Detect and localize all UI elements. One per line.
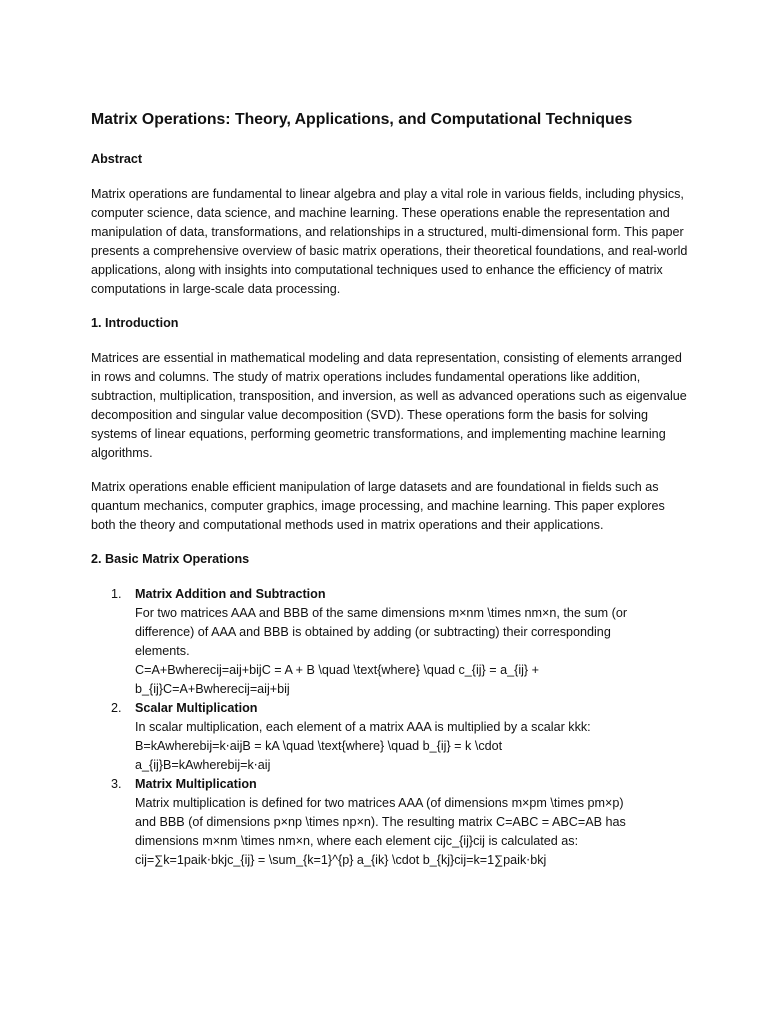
list-item-formula: B=kAwherebij=k⋅aijB = kA \quad \text{where} \quad b_{ij} = k \cdot — [135, 739, 503, 753]
document-title: Matrix Operations: Theory, Applications, and Computational Techniques — [91, 111, 633, 128]
list-item-line: elements. — [135, 644, 190, 658]
list-item-number: 2. — [111, 701, 122, 715]
list-item-line: For two matrices AAA and BBB of the same dimensions m×nm \times nm×n, the sum (or — [135, 606, 628, 620]
list-item-number: 3. — [111, 777, 122, 791]
list-item-formula: b_{ij}C=A+Bwherecij=aij+bij — [135, 682, 290, 696]
list-item-number: 1. — [111, 587, 122, 601]
list-item-title: Matrix Addition and Subtraction — [135, 587, 326, 601]
list-item-title: Scalar Multiplication — [135, 701, 258, 715]
abstract-heading: Abstract — [91, 152, 143, 166]
basic-operations-heading: 2. Basic Matrix Operations — [91, 552, 250, 566]
list-item-line: In scalar multiplication, each element of a matrix AAA is multiplied by a scalar kkk: — [135, 720, 591, 734]
list-item-line: dimensions m×nm \times nm×n, where each element cijc_{ij}cij is calculated as: — [135, 834, 579, 848]
basic-operations-list — [91, 585, 691, 870]
list-item-title: Matrix Multiplication — [135, 777, 257, 791]
list-item-formula: C=A+Bwherecij=aij+bijC = A + B \quad \text{where} \quad c_{ij} = a_{ij} + — [135, 663, 539, 677]
list-item — [91, 585, 691, 699]
list-item-line: Matrix multiplication is defined for two matrices AAA (of dimensions m×pm \times pm×p) — [135, 796, 624, 810]
introduction-paragraph: Matrix operations enable efficient manipulation of large datasets and are foundational in fields such as quantum mechanics, computer graphics, image processing, and machine learning. This paper explores both the theory and computational methods used in matrix operations and their applications. — [91, 480, 665, 532]
introduction-heading: 1. Introduction — [91, 316, 179, 330]
list-item-formula: a_{ij}B=kAwherebij=k⋅aij — [135, 758, 271, 772]
document-content — [91, 110, 691, 870]
list-item-line: difference) of AAA and BBB is obtained by adding (or subtracting) their corresponding — [135, 625, 611, 639]
abstract-body: Matrix operations are fundamental to linear algebra and play a vital role in various fields, including physics, computer science, data science, and machine learning. These operations enable the representation and manipulation of data, transformations, and relationships in a structured, multi-dimensional form. This paper presents a comprehensive overview of basic matrix operations, their theoretical foundations, and real-world applications, along with insights into computational techniques used to enhance the efficiency of matrix computations in large-scale data processing. — [91, 187, 688, 296]
list-item-line: and BBB (of dimensions p×np \times np×n). The resulting matrix C=ABC = ABC=AB has — [135, 815, 626, 829]
list-item — [91, 699, 691, 775]
introduction-paragraph: Matrices are essential in mathematical modeling and data representation, consisting of elements arranged in rows and columns. The study of matrix operations includes fundamental operations like addition, subtraction, multiplication, transposition, and inversion, as well as advanced operations such as eigenvalue decomposition and singular value decomposition (SVD). These operations form the basis for solving systems of linear equations, performing geometric transformations, and implementing machine learning algorithms. — [91, 351, 687, 460]
list-item-formula: cij=∑k=1paik⋅bkjc_{ij} = \sum_{k=1}^{p} a_{ik} \cdot b_{kj}cij=k=1∑paik⋅bkj — [135, 853, 547, 867]
list-item — [91, 775, 691, 870]
